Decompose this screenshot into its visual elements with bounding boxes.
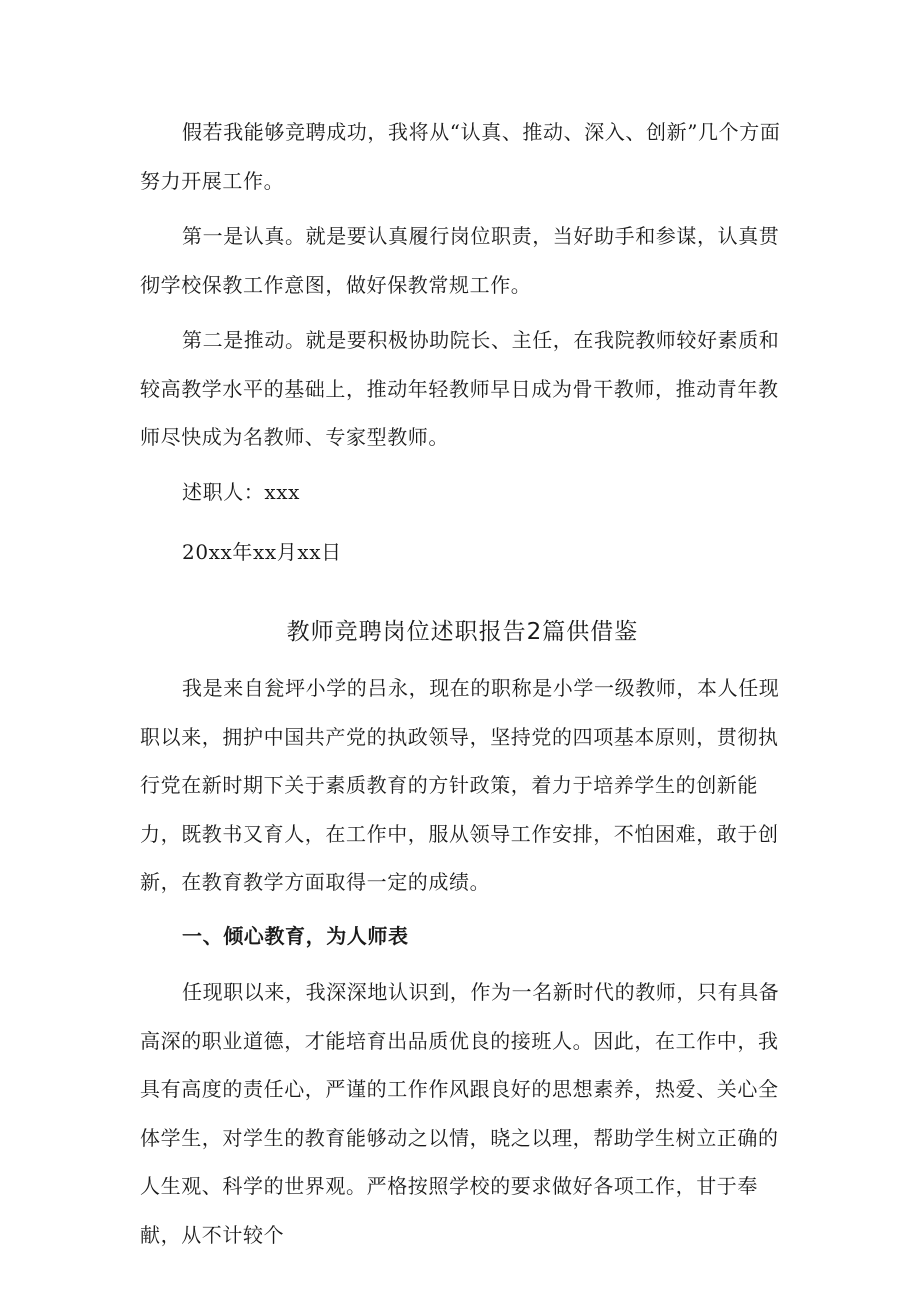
paragraph-introduction: 我是来自瓮坪小学的吕永，现在的职称是小学一级教师，本人任现职以来，拥护中国共产党的执政领导，坚持党的四项基本原则，贯彻执行党在新时期下关于素质教育的方针政策，着力于培养学生的创新能力，既教书又育人，在工作中，服从领导工作安排，不怕困难，敢于创新，在教育教学方面取得一定的成绩。 xyxy=(140,676,780,894)
paragraph-section-1: 任现职以来，我深深地认识到，作为一名新时代的教师，只有具备高深的职业道德，才能培育出品质优良的接班人。因此，在工作中，我具有高度的责任心，严谨的工作作风跟良好的思想素养，热爱、关心全体学生，对学生的教育能够动之以情，晓之以理，帮助学生树立正确的人生观、科学的世界观。严格按照学校的要求做好各项工作，甘于奉献，从不计较个 xyxy=(140,980,780,1247)
date-line: 20xx年xx月xx日 xyxy=(182,540,342,564)
paragraph-second-point: 第二是推动。就是要积极协助院长、主任，在我院教师较好素质和较高教学水平的基础上，推动年轻教师早日成为骨干教师，推动青年教师尽快成为名教师、专家型教师。 xyxy=(140,328,780,449)
paragraph-intent: 假若我能够竞聘成功，我将从“认真、推动、深入、创新”几个方面努力开展工作。 xyxy=(140,120,781,193)
document-title: 教师竞聘岗位述职报告2篇供借鉴 xyxy=(286,619,639,645)
paragraph-first-point: 第一是认真。就是要认真履行岗位职责，当好助手和参谋，认真贯彻学校保教工作意图，做好保教常规工作。 xyxy=(140,224,780,297)
section-heading-1: 一、倾心教育，为人师表 xyxy=(182,924,409,948)
signer-line: 述职人：xxx xyxy=(182,480,301,504)
